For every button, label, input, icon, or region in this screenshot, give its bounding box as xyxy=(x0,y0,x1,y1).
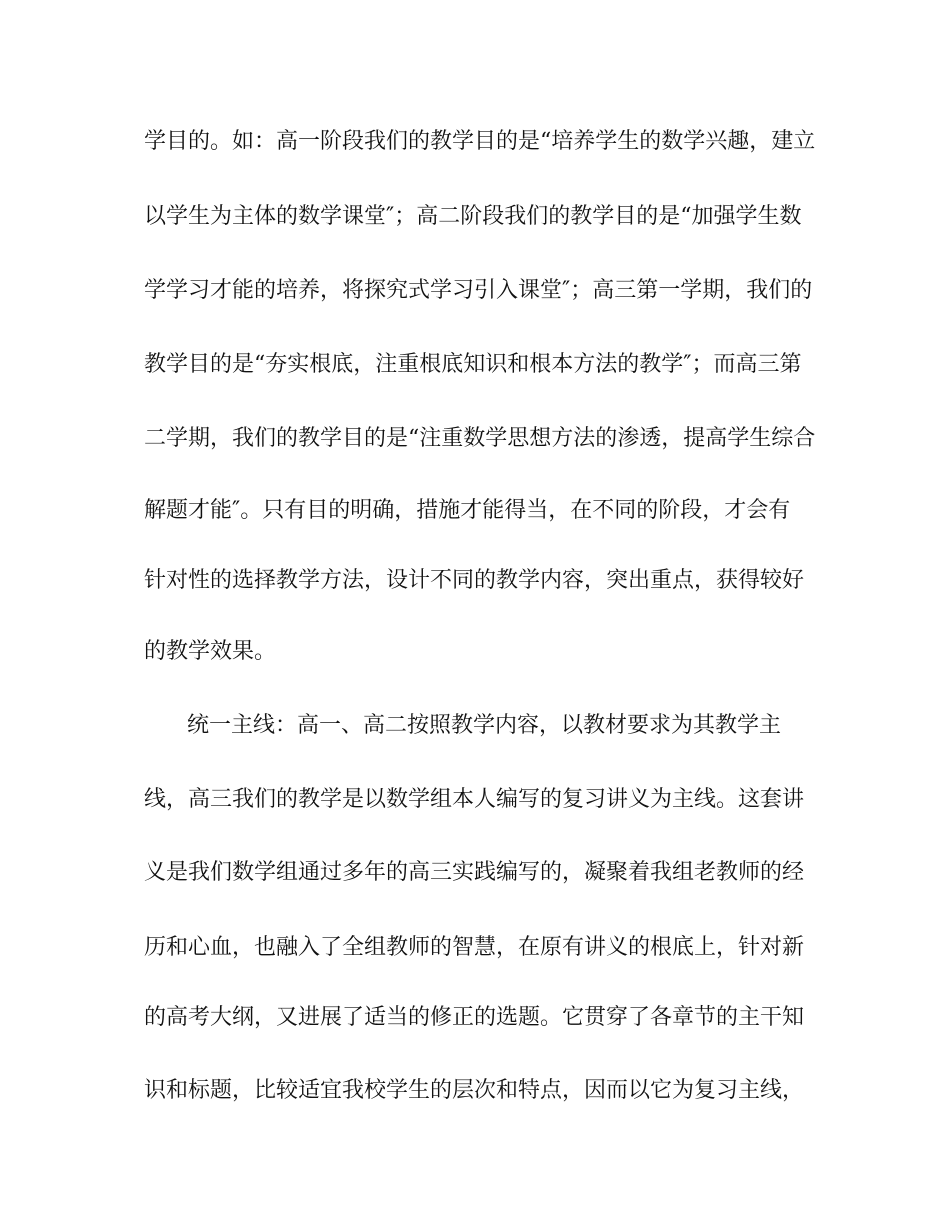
text-line: 线，高三我们的教学是以数学组本人编写的复习讲义为主线。这套讲 xyxy=(144,787,805,812)
text-line: 学学习才能的培养，将探究式学习引入课堂″；高三第一学期，我们的 xyxy=(144,278,813,303)
text-line: 教学目的是“夯实根底，注重根底知识和根本方法的教学″；而高三第 xyxy=(144,352,802,377)
text-line: 统一主线：高一、高二按照教学内容，以教材要求为其教学主 xyxy=(187,713,782,738)
text-line: 解题才能″。只有目的明确，措施才能得当，在不同的阶段，才会有 xyxy=(144,498,791,523)
text-line: 以学生为主体的数学课堂″；高二阶段我们的教学目的是“加强学生数 xyxy=(144,204,802,229)
text-line: 二学期，我们的教学目的是“注重数学思想方法的渗透，提高学生综合 xyxy=(144,426,816,451)
text-line: 识和标题，比较适宜我校学生的层次和特点，因而以它为复习主线， xyxy=(144,1078,805,1103)
text-line: 针对性的选择教学方法，设计不同的教学内容，突出重点，获得较好 xyxy=(144,568,805,593)
text-line: 义是我们数学组通过多年的高三实践编写的，凝聚着我组老教师的经 xyxy=(144,860,805,885)
text-line: 学目的。如：高一阶段我们的教学目的是“培养学生的数学兴趣，建立 xyxy=(144,129,816,154)
text-line: 的教学效果。 xyxy=(144,639,277,664)
text-line: 的高考大纲，又进展了适当的修正的选题。它贯穿了各章节的主干知 xyxy=(144,1005,805,1030)
text-line: 历和心血，也融入了全组教师的智慧，在原有讲义的根底上，针对新 xyxy=(144,935,805,960)
